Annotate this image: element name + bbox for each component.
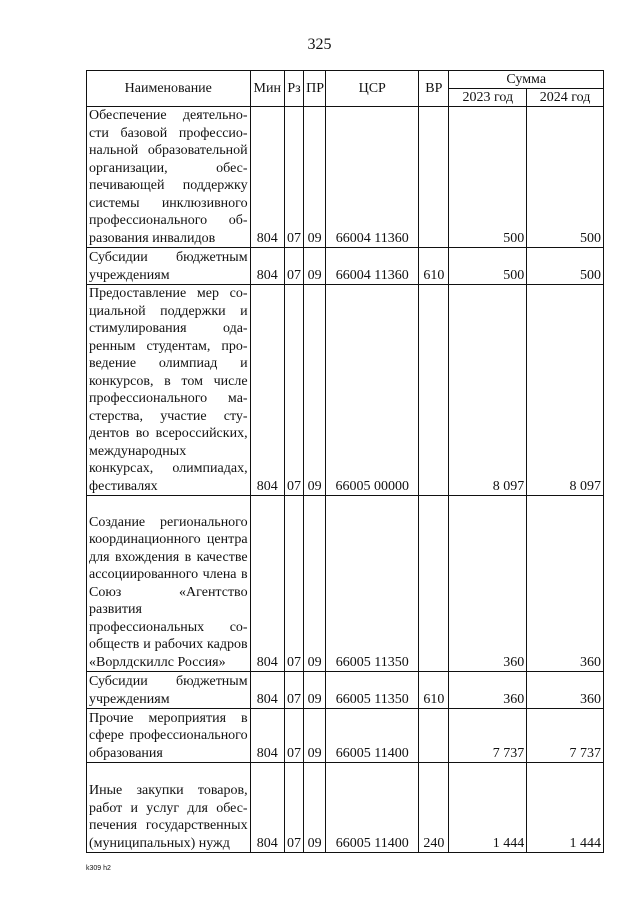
- row-rz: 07: [284, 496, 303, 672]
- header-pr: ПР: [304, 71, 326, 107]
- row-csr: 66005 11350: [326, 496, 419, 672]
- table-header: [87, 71, 604, 107]
- row-min: 804: [250, 496, 284, 672]
- row-csr: 66005 11400: [326, 763, 419, 853]
- row-min: 804: [250, 672, 284, 709]
- row-rz: 07: [284, 107, 303, 248]
- row-pr: 09: [304, 285, 326, 496]
- row-amount-2024: 360: [527, 672, 604, 709]
- row-amount-2023: 500: [449, 248, 527, 285]
- row-vr: [419, 496, 449, 672]
- row-name: Субсидии бюджетным учреждениям: [87, 672, 251, 709]
- header-min: Мин: [250, 71, 284, 107]
- row-min: 804: [250, 107, 284, 248]
- table-row: [87, 107, 604, 248]
- table-row: [87, 285, 604, 496]
- row-amount-2023: 1 444: [449, 763, 527, 853]
- row-min: 804: [250, 763, 284, 853]
- row-amount-2023: 360: [449, 496, 527, 672]
- document-code: k309 h2: [86, 865, 111, 872]
- header-year-2024: 2024 год: [527, 89, 604, 107]
- row-amount-2024: 500: [527, 248, 604, 285]
- row-name: Субсидии бюджетным учреждениям: [87, 248, 251, 285]
- row-csr: 66005 11350: [326, 672, 419, 709]
- row-amount-2023: 500: [449, 107, 527, 248]
- row-rz: 07: [284, 285, 303, 496]
- budget-table: [86, 70, 604, 853]
- row-vr: 610: [419, 248, 449, 285]
- row-name: Создание регионального координационного центра для вхождения в качестве ассоциированного члена в Союз «Агентство развития профессиональных сообществ и рабочих кадров «Ворлдскиллс Россия»: [87, 496, 251, 672]
- row-amount-2024: 7 737: [527, 709, 604, 763]
- header-sum: Сумма: [449, 71, 604, 89]
- row-min: 804: [250, 285, 284, 496]
- table-row: [87, 496, 604, 672]
- row-csr: 66005 00000: [326, 285, 419, 496]
- header-rz: Рз: [284, 71, 303, 107]
- header-name: Наименование: [87, 71, 251, 107]
- table-row: [87, 763, 604, 853]
- row-amount-2024: 8 097: [527, 285, 604, 496]
- row-csr: 66004 11360: [326, 107, 419, 248]
- table-body: [87, 107, 604, 853]
- row-pr: 09: [304, 496, 326, 672]
- table-row: [87, 672, 604, 709]
- header-year-2023: 2023 год: [449, 89, 527, 107]
- row-csr: 66004 11360: [326, 248, 419, 285]
- row-pr: 09: [304, 709, 326, 763]
- row-csr: 66005 11400: [326, 709, 419, 763]
- row-pr: 09: [304, 248, 326, 285]
- row-name: Предоставление мер социальной поддержки и стимулирования одаренным студентам, проведение олимпиад и конкурсов, в том числе профессионального мастерства, участие студентов во всероссийских, международных конкурсах, олимпиадах, фестивалях: [87, 285, 251, 496]
- row-pr: 09: [304, 672, 326, 709]
- row-vr: 240: [419, 763, 449, 853]
- row-amount-2023: 360: [449, 672, 527, 709]
- row-amount-2024: 360: [527, 496, 604, 672]
- row-rz: 07: [284, 709, 303, 763]
- row-rz: 07: [284, 763, 303, 853]
- row-name: Прочие мероприятия в сфере профессионального образования: [87, 709, 251, 763]
- row-name: Иные закупки товаров, работ и услуг для обеспечения государственных (муниципальных) нужд: [87, 763, 251, 853]
- row-vr: [419, 285, 449, 496]
- row-pr: 09: [304, 107, 326, 248]
- header-csr: ЦСР: [326, 71, 419, 107]
- table-row: [87, 248, 604, 285]
- row-min: 804: [250, 709, 284, 763]
- row-rz: 07: [284, 248, 303, 285]
- row-name: Обеспечение деятельности базовой профессиональной образовательной организации, обеспечивающей поддержку системы инклюзивного профессионального образования инвалидов: [87, 107, 251, 248]
- row-pr: 09: [304, 763, 326, 853]
- row-rz: 07: [284, 672, 303, 709]
- page-number: 325: [307, 36, 332, 53]
- row-min: 804: [250, 248, 284, 285]
- row-amount-2024: 1 444: [527, 763, 604, 853]
- row-vr: [419, 709, 449, 763]
- header-vr: ВР: [419, 71, 449, 107]
- row-amount-2023: 7 737: [449, 709, 527, 763]
- table-row: [87, 709, 604, 763]
- row-vr: [419, 107, 449, 248]
- row-amount-2024: 500: [527, 107, 604, 248]
- row-vr: 610: [419, 672, 449, 709]
- row-amount-2023: 8 097: [449, 285, 527, 496]
